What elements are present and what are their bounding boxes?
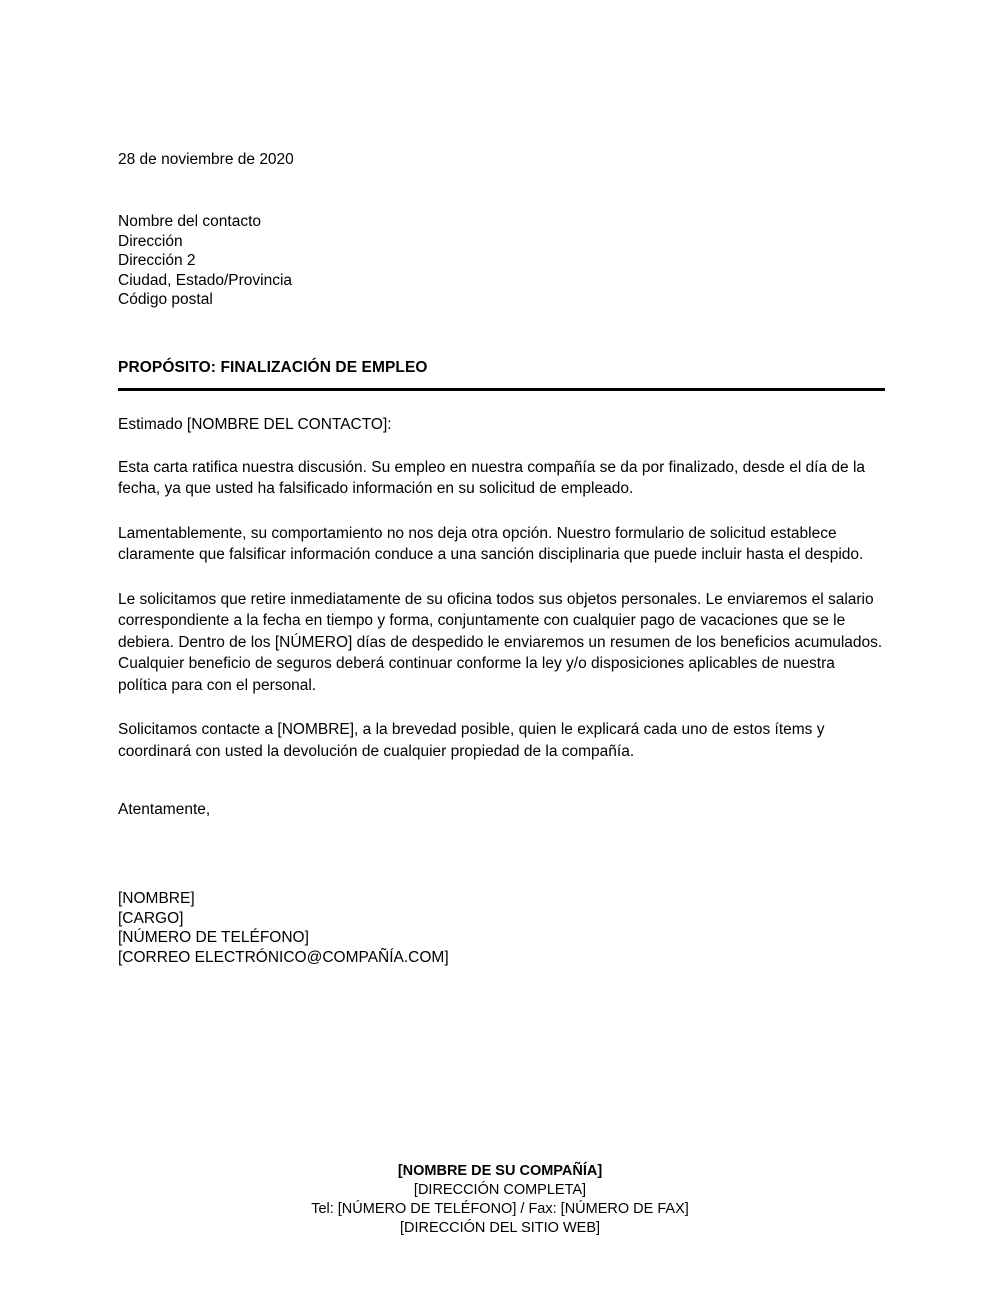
recipient-line-address1: Dirección — [118, 232, 183, 250]
recipient-line-postal-code: Código postal — [118, 291, 213, 308]
body-paragraph-4: Solicitamos contacte a [NOMBRE], a la brevedad posible, quien le explicará cada uno de estos ítems y coordinará con usted la devolución de cualquier propiedad de la compañía. — [118, 721, 825, 760]
footer-phone-fax: Tel: [NÚMERO DE TELÉFONO] / Fax: [NÚMERO DE FAX] — [311, 1201, 689, 1217]
recipient-line-city-state: Ciudad, Estado/Provincia — [118, 271, 293, 289]
recipient-address-block — [118, 212, 885, 310]
signature-name: [NOMBRE] — [118, 890, 195, 907]
letter-content — [118, 150, 885, 967]
signature-title: [CARGO] — [118, 909, 184, 927]
footer-company-name: [NOMBRE DE SU COMPAÑÍA] — [397, 1163, 603, 1179]
recipient-line-address2: Dirección 2 — [118, 252, 196, 269]
page-footer — [0, 1162, 1000, 1238]
body-paragraph-2: Lamentablemente, su comportamiento no nos deja otra opción. Nuestro formulario de solicitud establece claramente que falsificar información conduce a una sanción disciplinaria que puede incluir hasta el despido. — [118, 524, 864, 563]
closing-salutation: Atentamente, — [118, 801, 211, 818]
salutation: Estimado [NOMBRE DEL CONTACTO]: — [118, 415, 392, 433]
footer-website: [DIRECCIÓN DEL SITIO WEB] — [399, 1220, 601, 1236]
signature-email: [CORREO ELECTRÓNICO@COMPAÑÍA.COM] — [118, 948, 449, 966]
letter-date: 28 de noviembre de 2020 — [118, 151, 294, 168]
recipient-line-name: Nombre del contacto — [118, 213, 262, 230]
footer-address: [DIRECCIÓN COMPLETA] — [413, 1182, 587, 1198]
body-paragraph-1: Esta carta ratifica nuestra discusión. Su empleo en nuestra compañía se da por finalizado, desde el día de la fecha, ya que usted ha falsificado información en su solicitud de empleado. — [118, 458, 866, 497]
horizontal-rule — [118, 388, 885, 391]
body-paragraph-3: Le solicitamos que retire inmediatamente de su oficina todos sus objetos personales. Le enviaremos el salario correspondiente a la fecha en tiempo y forma, conjuntamente con cualquier pago de vacaciones que se le debiera. Dentro de los [NÚMERO] días de despedido le enviaremos un resumen de los beneficios acumulados. Cualquier beneficio de seguros deberá continuar conforme la ley y/o disposiciones aplicables de nuestra política para con el personal. — [118, 590, 883, 694]
signature-phone: [NÚMERO DE TELÉFONO] — [118, 929, 309, 946]
subject-line: PROPÓSITO: FINALIZACIÓN DE EMPLEO — [118, 358, 428, 376]
signature-block — [118, 889, 885, 967]
